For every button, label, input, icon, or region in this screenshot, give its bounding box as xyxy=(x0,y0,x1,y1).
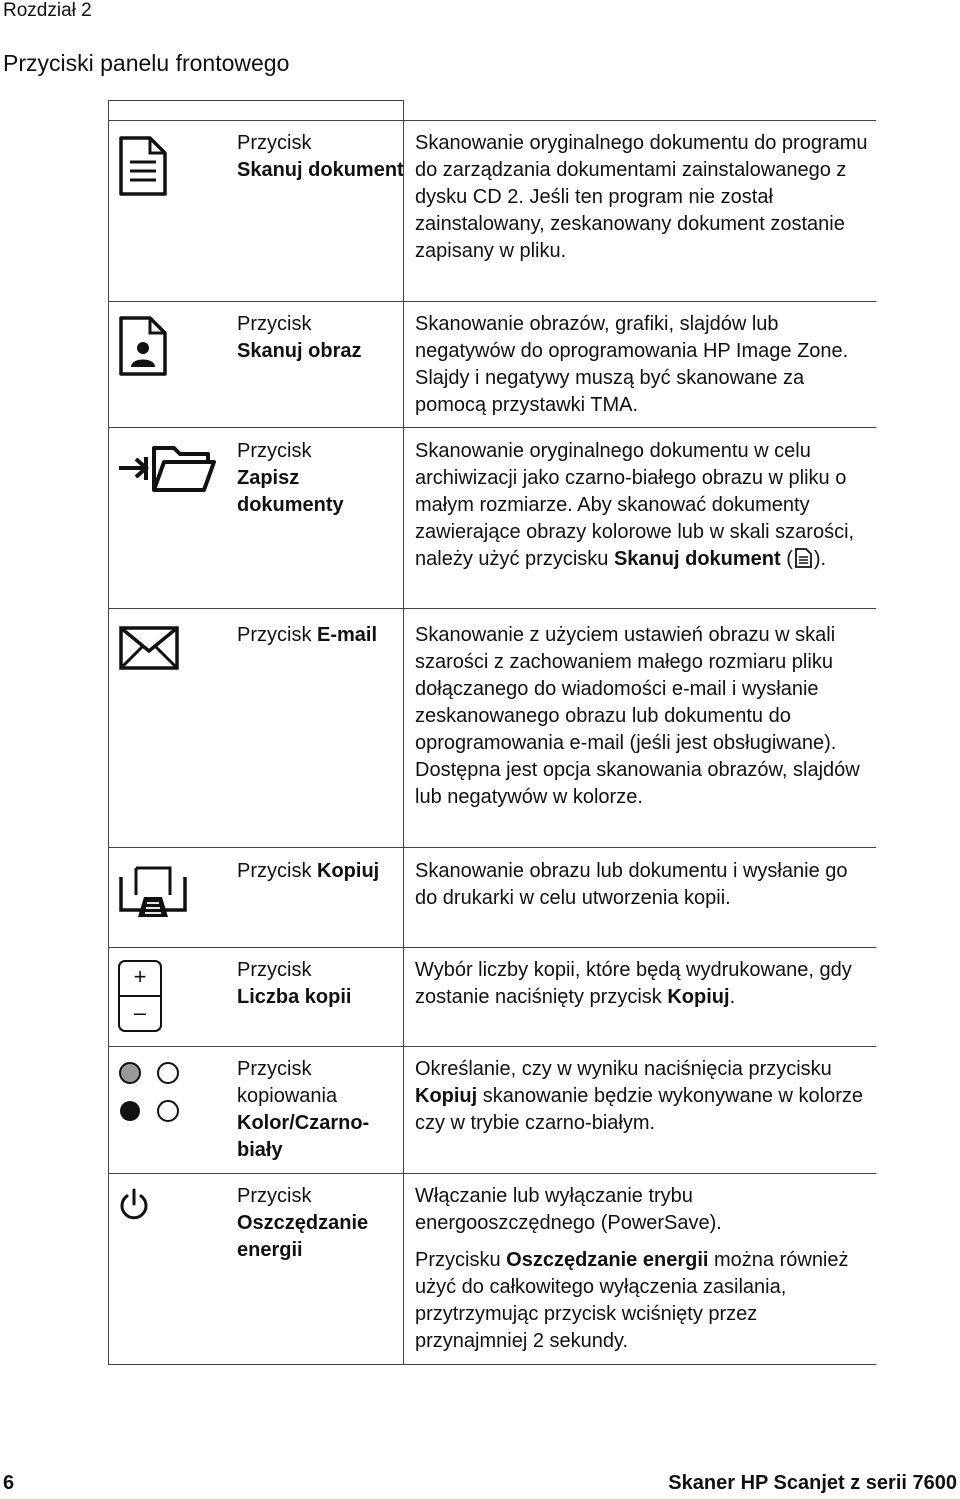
table-rule xyxy=(108,301,876,302)
divider xyxy=(120,995,160,997)
table-rule xyxy=(108,100,109,1364)
color-bw-icon xyxy=(118,1060,184,1126)
plus-icon: + xyxy=(133,964,147,989)
table-rule xyxy=(108,120,876,121)
scan-picture-icon xyxy=(118,315,168,377)
button-name: Przycisk Oszczędzanie energii xyxy=(237,1185,369,1261)
button-name: Przycisk Liczba kopii xyxy=(237,959,352,1008)
button-name: Przycisk Zapisz dokumenty xyxy=(237,440,344,516)
minus-icon: – xyxy=(133,1000,147,1025)
table-rule xyxy=(108,847,876,848)
button-description: Skanowanie oryginalnego dokumentu w celu archiwizacji jako czarno-białego obrazu w pliku o małym rozmiarze. Aby skanować dokumenty zawierające obrazy kolorowe lub w skali szarości, należy użyć przycisku Skanuj dokument ( ). xyxy=(415,440,855,570)
button-name: Przycisk Skanuj obraz xyxy=(237,313,362,362)
table-rule xyxy=(108,947,876,948)
button-description: Włączanie lub wyłączanie trybu energooszczędnego (PowerSave). Przycisku Oszczędzanie energii można również użyć do całkowitego wyłączenia zasilania, przytrzymując przycisk wciśnięty przez przynajmniej 2 sekundy. xyxy=(415,1185,849,1352)
button-description: Skanowanie oryginalnego dokumentu do programu do zarządzania dokumentami zainstalowanego z dysku CD 2. Jeśli ten program nie został zainstalowany, zeskanowany dokument zostanie zapisany w pliku. xyxy=(415,132,868,262)
table-rule xyxy=(108,100,403,101)
copy-icon xyxy=(118,865,188,920)
button-name: Przycisk E-mail xyxy=(237,624,378,646)
save-documents-icon xyxy=(116,440,216,495)
button-description: Wybór liczby kopii, które będą wydrukowane, gdy zostanie naciśnięty przycisk Kopiuj. xyxy=(415,959,852,1008)
button-name: Przycisk Kopiuj xyxy=(237,860,380,882)
table-rule xyxy=(403,100,404,1364)
button-description: Określanie, czy w wyniku naciśnięcia przycisku Kopiuj skanowanie będzie wykonywane w kolorze czy w trybie czarno-białym. xyxy=(415,1058,863,1134)
button-name: Przycisk Skanuj dokument xyxy=(237,132,404,181)
button-name: Przycisk kopiowania Kolor/Czarno-biały xyxy=(237,1058,370,1161)
button-description: Skanowanie obrazu lub dokumentu i wysłanie go do drukarki w celu utworzenia kopii. xyxy=(415,860,848,909)
section-title: Przyciski panelu frontowego xyxy=(3,50,290,76)
power-icon xyxy=(118,1188,150,1222)
chapter-header: Rozdział 2 xyxy=(3,0,92,21)
button-description: Skanowanie z użyciem ustawień obrazu w skali szarości z zachowaniem małego rozmiaru pliku dołączanego do wiadomości e-mail i wysłanie zeskanowanego obrazu lub dokumentu do oprogramowania e-mail (jeśli jest obsługiwane). Dostępna jest opcja skanowania obrazów, slajdów lub negatywów w kolorze. xyxy=(415,624,860,808)
page-number: 6 xyxy=(3,1472,15,1494)
scan-document-icon xyxy=(118,135,168,197)
product-name: Skaner HP Scanjet z serii 7600 xyxy=(668,1472,957,1494)
table-rule xyxy=(108,1046,876,1047)
scan-document-icon xyxy=(794,547,813,569)
email-icon xyxy=(118,625,180,671)
copy-count-icon xyxy=(118,960,162,1032)
table-rule xyxy=(108,1173,876,1174)
button-description: Skanowanie obrazów, grafiki, slajdów lub negatywów do oprogramowania HP Image Zone. Slajdy i negatywy muszą być skanowane za pomocą przystawki TMA. xyxy=(415,313,849,416)
table-rule xyxy=(108,1364,876,1365)
table-rule xyxy=(108,427,876,428)
table-rule xyxy=(108,608,876,609)
